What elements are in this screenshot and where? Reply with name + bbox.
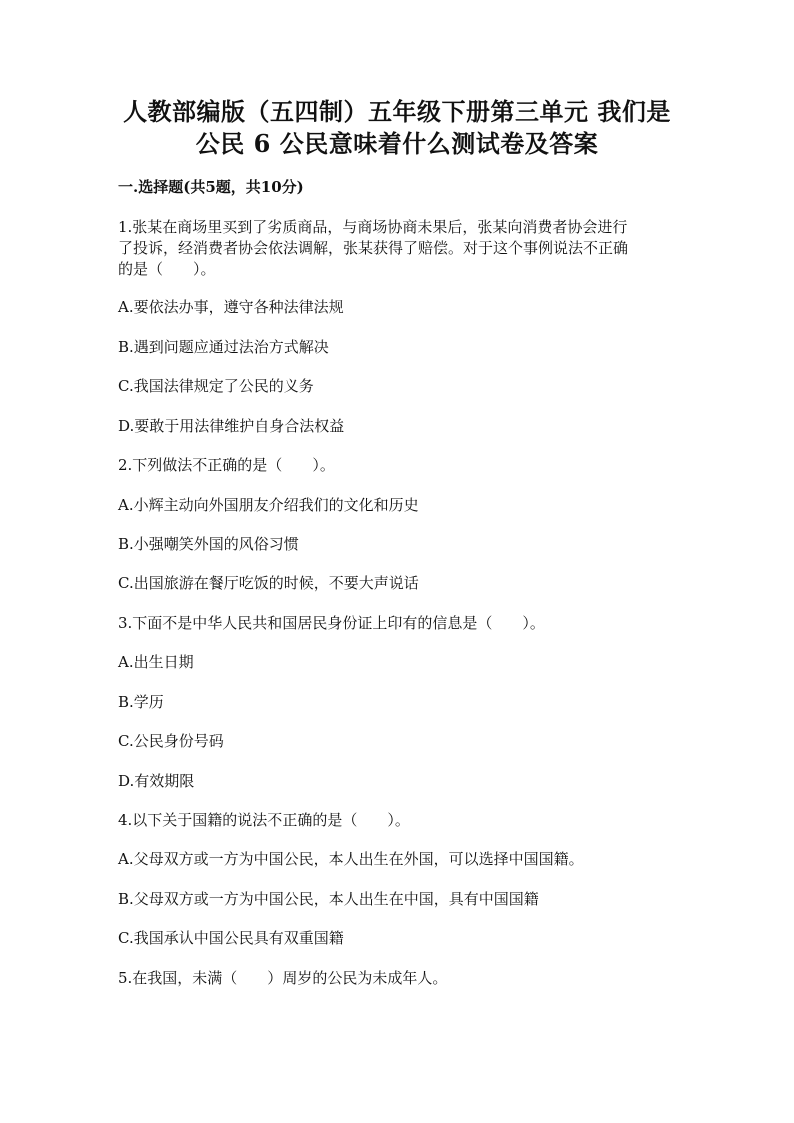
question-2-option-c: C.出国旅游在餐厅吃饭的时候，不要大声说话 [118, 574, 419, 592]
question-2-option-a: A.小辉主动向外国朋友介绍我们的文化和历史 [118, 496, 419, 514]
question-1-option-a: A.要依法办事，遵守各种法律法规 [118, 298, 344, 316]
question-1-option-c: C.我国法律规定了公民的义务 [118, 377, 314, 395]
question-3-option-d: D.有效期限 [118, 772, 195, 790]
question-2-stem: 2.下列做法不正确的是（ ）。 [118, 456, 335, 474]
question-3-stem: 3.下面不是中华人民共和国居民身份证上印有的信息是（ ）。 [118, 614, 545, 632]
question-2-option-b: B.小强嘲笑外国的风俗习惯 [118, 535, 299, 553]
question-1-option-b: B.遇到问题应通过法治方式解决 [118, 338, 329, 356]
question-4-option-c: C.我国承认中国公民具有双重国籍 [118, 929, 344, 947]
question-4-option-a: A.父母双方或一方为中国公民，本人出生在外国，可以选择中国国籍。 [118, 850, 584, 868]
question-1-option-d: D.要敢于用法律维护自身合法权益 [118, 417, 345, 435]
question-3-option-c: C.公民身份号码 [118, 732, 224, 750]
section-heading: 一.选择题(共5题，共10分) [118, 178, 304, 196]
question-3-option-b: B.学历 [118, 693, 164, 711]
document-title-line-1: 人教部编版（五四制）五年级下册第三单元 我们是 [123, 97, 671, 126]
question-5-stem: 5.在我国，未满（ ）周岁的公民为未成年人。 [118, 969, 448, 987]
document-title-line-2: 公民 6 公民意味着什么测试卷及答案 [195, 129, 599, 158]
question-4-option-b: B.父母双方或一方为中国公民，本人出生在中国，具有中国国籍 [118, 890, 539, 908]
question-4-stem: 4.以下关于国籍的说法不正确的是（ ）。 [118, 811, 410, 829]
question-1-stem-line-3: 的是（ ）。 [118, 260, 216, 278]
question-3-option-a: A.出生日期 [118, 653, 194, 671]
question-1-stem-line-2: 了投诉，经消费者协会依法调解，张某获得了赔偿。对于这个事例说法不正确 [118, 239, 629, 257]
question-1-stem-line-1: 1.张某在商场里买到了劣质商品，与商场协商未果后，张某向消费者协会进行 [118, 218, 628, 236]
